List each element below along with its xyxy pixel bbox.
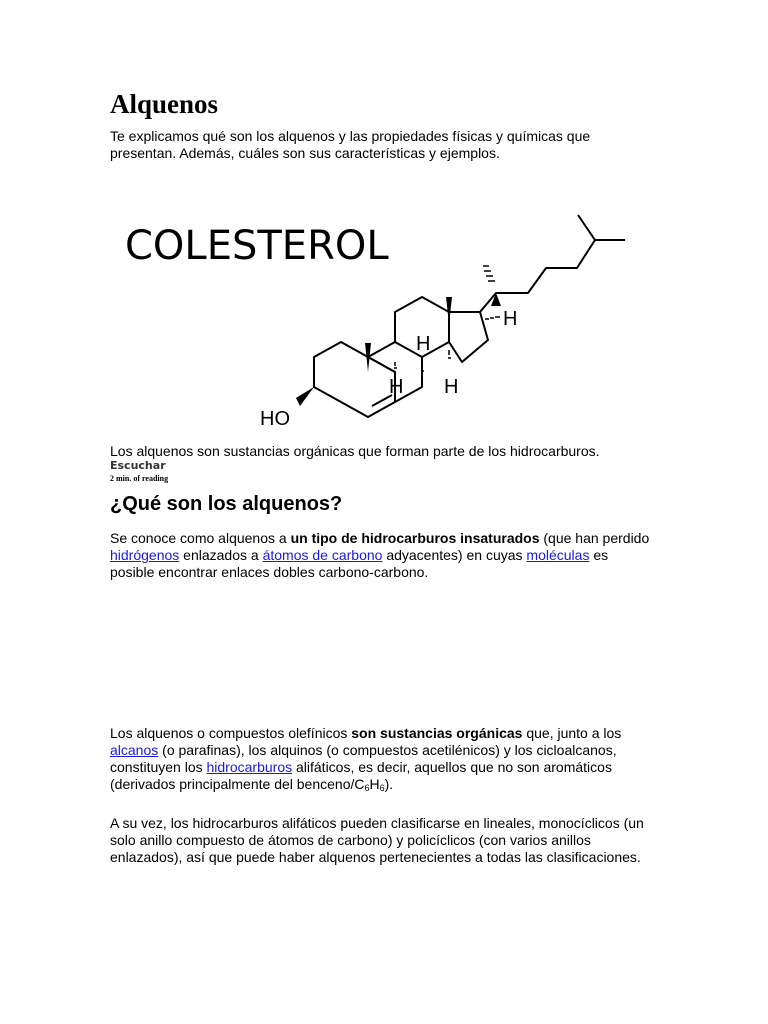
- ho-label: HO: [260, 408, 290, 430]
- text-span: Los alquenos o compuestos olefínicos: [110, 725, 352, 741]
- ring-a: [314, 342, 395, 417]
- cholesterol-figure: [110, 200, 655, 440]
- ring-d: [449, 312, 488, 362]
- text-span: alifáticos, es decir, aquellos que no son aromáticos (derivados principalmente del benceno/C: [110, 759, 612, 792]
- text-span: ).: [384, 776, 394, 792]
- section-heading: ¿Qué son los alquenos?: [110, 493, 343, 515]
- text-span: enlazados a: [179, 547, 263, 563]
- text-span: que, junto a los: [522, 725, 622, 741]
- h-label-4: H: [503, 308, 518, 330]
- bold-text: son sustancias orgánicas: [351, 725, 523, 741]
- link-hidrogenos[interactable]: hidrógenos: [110, 547, 180, 563]
- text-span: (o parafinas), los alquinos (o compuestos acetilénicos) y los cicloalcanos, constituyen los: [110, 742, 617, 775]
- subscript: 6: [364, 783, 370, 793]
- article-intro: Te explicamos qué son los alquenos y las propiedades físicas y químicas que presentan. Además, cuáles son sus características y ejemplos.: [110, 128, 591, 161]
- link-hidrocarburos[interactable]: hidrocarburos: [206, 759, 293, 775]
- paragraph-definition: [110, 530, 655, 581]
- text-span: Se conoce como alquenos a: [110, 530, 291, 546]
- text-span: es posible encontrar enlaces dobles carbono-carbono.: [110, 547, 609, 580]
- article-title: Alquenos: [110, 89, 219, 119]
- ho-wedge: [296, 387, 314, 406]
- side-chain: [480, 215, 625, 312]
- figure-caption: Los alquenos son sustancias orgánicas que forman parte de los hidrocarburos.: [110, 443, 600, 459]
- text-span: (que han perdido: [539, 530, 650, 546]
- listen-button[interactable]: Escuchar: [110, 459, 166, 472]
- read-time: 2 min. of reading: [110, 474, 169, 483]
- h-label-3: H: [444, 376, 459, 398]
- h-label-2: H: [389, 376, 404, 398]
- cholesterol-structure-image: [110, 200, 655, 440]
- subscript: 6: [379, 783, 385, 793]
- text-span: adyacentes) en cuyas: [382, 547, 527, 563]
- hashed-bonds: [394, 266, 500, 371]
- paragraph-olefinic: [110, 725, 655, 793]
- link-atomos-de-carbono[interactable]: átomos de carbono: [262, 547, 383, 563]
- paragraph-classification: A su vez, los hidrocarburos alifáticos pueden clasificarse en lineales, monocíclicos (un solo anillo compuesto de átomos de carbono) y policíclicos (con varios anillos enlazados), así que puede haber alquenos pertenecientes a todas las clasificaciones.: [110, 815, 644, 865]
- bold-text: un tipo de hidrocarburos insaturados: [290, 530, 540, 546]
- text-span: H: [369, 776, 380, 792]
- h-label-1: H: [416, 333, 431, 355]
- chain-wedge: [491, 293, 501, 306]
- link-moleculas[interactable]: moléculas: [526, 547, 590, 563]
- figure-title: COLESTEROL: [125, 223, 389, 269]
- link-alcanos[interactable]: alcanos: [110, 742, 159, 758]
